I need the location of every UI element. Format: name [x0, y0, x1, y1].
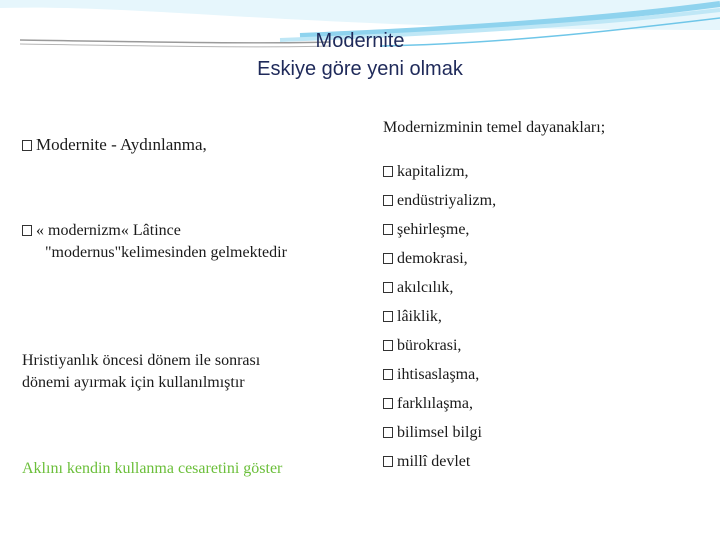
bullet-box-icon: [383, 427, 393, 438]
list-item: şehirleşme,: [383, 219, 496, 248]
latince-text-line2: "modernus"kelimesinden gelmektedir: [45, 244, 287, 261]
list-item: kapitalizm,: [383, 161, 496, 190]
list-item: millî devlet: [383, 451, 496, 480]
latince-text-line1: « modernizm« Lâtince: [36, 222, 181, 239]
bullet-box-icon: [383, 195, 393, 206]
list-item: bürokrasi,: [383, 335, 496, 364]
hristiyanlik-text: [22, 350, 260, 394]
latince-bullet: [22, 220, 287, 264]
list-item: bilimsel bilgi: [383, 422, 496, 451]
aydinlanma-text: Modernite - Aydınlanma,: [36, 135, 207, 154]
aydinlanma-bullet: [22, 134, 207, 156]
bullet-box-icon: [383, 282, 393, 293]
bullet-box-icon: [383, 456, 393, 467]
list-item: farklılaşma,: [383, 393, 496, 422]
list-item: demokrasi,: [383, 248, 496, 277]
bullet-box-icon: [22, 140, 32, 151]
page-title: Modernite: [315, 30, 405, 52]
page-subtitle: Eskiye göre yeni olmak: [257, 58, 463, 80]
bullet-box-icon: [383, 398, 393, 409]
list-item: lâiklik,: [383, 306, 496, 335]
hristiyanlik-line2: dönemi ayırmak için kullanılmıştır: [22, 374, 245, 391]
list-item: endüstriyalizm,: [383, 190, 496, 219]
list-item: akılcılık,: [383, 277, 496, 306]
bullet-box-icon: [383, 166, 393, 177]
bullet-box-icon: [22, 225, 32, 236]
dayanaklar-list: [383, 161, 496, 480]
bullet-box-icon: [383, 253, 393, 264]
akil-quote: Aklını kendin kullanma cesaretini göster: [22, 460, 283, 477]
dayanaklar-heading: Modernizminin temel dayanakları;: [383, 119, 606, 136]
bullet-box-icon: [383, 369, 393, 380]
list-item: ihtisaslaşma,: [383, 364, 496, 393]
bullet-box-icon: [383, 340, 393, 351]
hristiyanlik-line1: Hristiyanlık öncesi dönem ile sonrası: [22, 352, 261, 369]
bullet-box-icon: [383, 311, 393, 322]
bullet-box-icon: [383, 224, 393, 235]
